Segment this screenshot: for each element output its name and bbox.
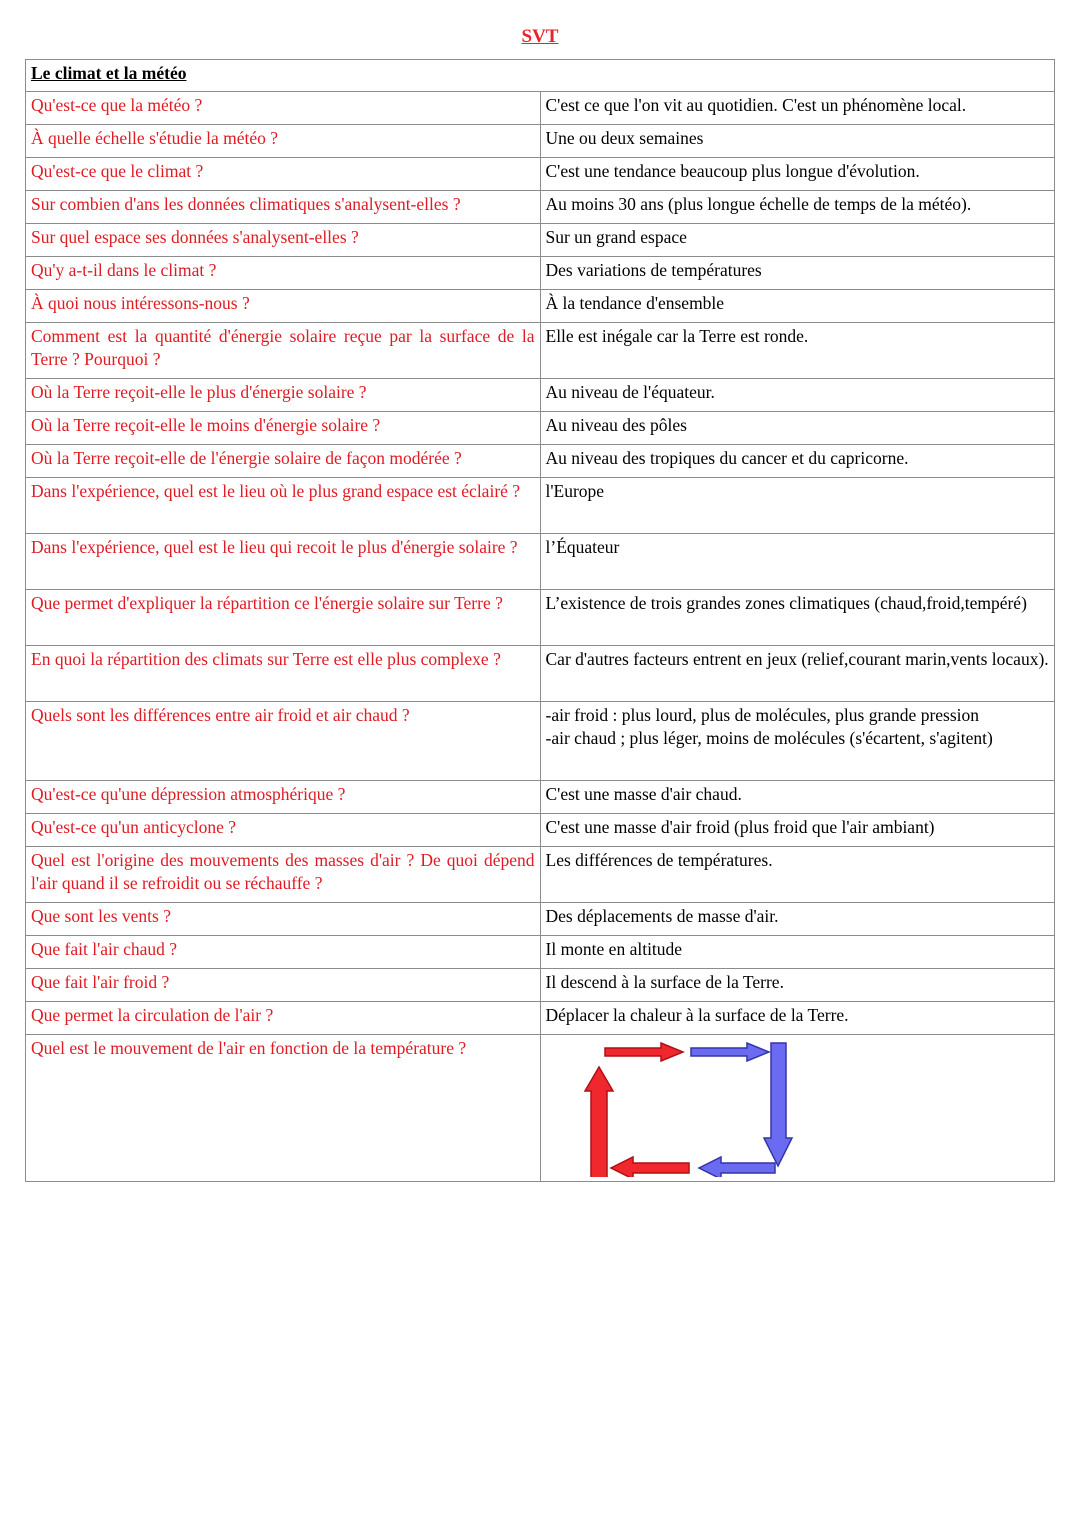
table-row xyxy=(26,323,1055,379)
answer-cell: C'est une masse d'air chaud. xyxy=(540,781,1055,814)
table-row xyxy=(26,781,1055,814)
blue-arrow-down-icon xyxy=(764,1043,792,1166)
question-cell: Sur quel espace ses données s'analysent-elles ? xyxy=(26,224,541,257)
answer-cell: L’existence de trois grandes zones climatiques (chaud,froid,tempéré) xyxy=(540,590,1055,646)
answer-cell: Au niveau de l'équateur. xyxy=(540,379,1055,412)
table-row xyxy=(26,702,1055,781)
table-row xyxy=(26,224,1055,257)
table-row xyxy=(26,445,1055,478)
question-cell: Qu'est-ce qu'une dépression atmosphérique ? xyxy=(26,781,541,814)
answer-cell: l’Équateur xyxy=(540,534,1055,590)
question-cell: À quoi nous intéressons-nous ? xyxy=(26,290,541,323)
answer-cell: Au niveau des tropiques du cancer et du capricorne. xyxy=(540,445,1055,478)
question-cell: Que fait l'air chaud ? xyxy=(26,936,541,969)
question-cell: Qu'est-ce que la météo ? xyxy=(26,92,541,125)
warm-air-answer: -air chaud ; plus léger, moins de molécules (s'écartent, s'agitent) xyxy=(545,728,993,748)
question-cell: Quel est le mouvement de l'air en fonction de la température ? xyxy=(26,1035,541,1182)
blue-arrow-right-icon xyxy=(691,1043,769,1061)
table-row xyxy=(26,290,1055,323)
question-cell: En quoi la répartition des climats sur Terre est elle plus complexe ? xyxy=(26,646,541,702)
table-row xyxy=(26,1002,1055,1035)
answer-cell: Car d'autres facteurs entrent en jeux (relief,courant marin,vents locaux). xyxy=(540,646,1055,702)
question-cell: Que fait l'air froid ? xyxy=(26,969,541,1002)
table-row xyxy=(26,1035,1055,1182)
question-cell: Sur combien d'ans les données climatiques s'analysent-elles ? xyxy=(26,191,541,224)
answer-cell xyxy=(540,702,1055,781)
answer-cell: Des variations de températures xyxy=(540,257,1055,290)
table-row xyxy=(26,257,1055,290)
question-cell: Où la Terre reçoit-elle de l'énergie solaire de façon modérée ? xyxy=(26,445,541,478)
answer-cell: Il descend à la surface de la Terre. xyxy=(540,969,1055,1002)
air-circulation-svg xyxy=(541,1035,1049,1177)
table-row xyxy=(26,92,1055,125)
table-row xyxy=(26,590,1055,646)
table-row xyxy=(26,969,1055,1002)
table-row xyxy=(26,379,1055,412)
answer-cell: Elle est inégale car la Terre est ronde. xyxy=(540,323,1055,379)
answer-cell: Sur un grand espace xyxy=(540,224,1055,257)
answer-cell: Au moins 30 ans (plus longue échelle de temps de la météo). xyxy=(540,191,1055,224)
table-row xyxy=(26,534,1055,590)
answer-cell: Une ou deux semaines xyxy=(540,125,1055,158)
answer-cell: Des déplacements de masse d'air. xyxy=(540,903,1055,936)
table-row xyxy=(26,158,1055,191)
red-arrow-left-icon xyxy=(611,1157,689,1177)
answer-cell: C'est une masse d'air froid (plus froid que l'air ambiant) xyxy=(540,814,1055,847)
question-cell: Que permet d'expliquer la répartition ce l'énergie solaire sur Terre ? xyxy=(26,590,541,646)
qa-table xyxy=(25,59,1055,1182)
table-row xyxy=(26,191,1055,224)
question-cell: Comment est la quantité d'énergie solaire reçue par la surface de la Terre ? Pourquoi ? xyxy=(26,323,541,379)
table-row xyxy=(26,814,1055,847)
answer-cell: Au niveau des pôles xyxy=(540,412,1055,445)
question-cell: Dans l'expérience, quel est le lieu où le plus grand espace est éclairé ? xyxy=(26,478,541,534)
table-row xyxy=(26,478,1055,534)
table-row xyxy=(26,125,1055,158)
air-circulation-diagram xyxy=(541,1035,1049,1175)
air-circulation-cell xyxy=(540,1035,1055,1182)
table-row xyxy=(26,903,1055,936)
answer-cell: Déplacer la chaleur à la surface de la Terre. xyxy=(540,1002,1055,1035)
table-row xyxy=(26,412,1055,445)
answer-cell: C'est une tendance beaucoup plus longue d'évolution. xyxy=(540,158,1055,191)
page-title: SVT xyxy=(521,26,559,47)
blue-arrow-left-icon xyxy=(699,1157,775,1177)
section-title: Le climat et la météo xyxy=(26,60,1055,92)
cold-air-answer: -air froid : plus lourd, plus de molécules, plus grande pression xyxy=(545,705,980,725)
section-header-row xyxy=(26,60,1055,92)
question-cell: Que sont les vents ? xyxy=(26,903,541,936)
question-cell: Où la Terre reçoit-elle le moins d'énergie solaire ? xyxy=(26,412,541,445)
answer-cell: l'Europe xyxy=(540,478,1055,534)
answer-cell: C'est ce que l'on vit au quotidien. C'est un phénomène local. xyxy=(540,92,1055,125)
question-cell: Qu'est-ce qu'un anticyclone ? xyxy=(26,814,541,847)
question-cell: À quelle échelle s'étudie la météo ? xyxy=(26,125,541,158)
question-cell: Où la Terre reçoit-elle le plus d'énergie solaire ? xyxy=(26,379,541,412)
red-arrow-right-icon xyxy=(605,1043,683,1061)
answer-cell: Il monte en altitude xyxy=(540,936,1055,969)
question-cell: Qu'est-ce que le climat ? xyxy=(26,158,541,191)
table-row xyxy=(26,936,1055,969)
question-cell: Quel est l'origine des mouvements des masses d'air ? De quoi dépend l'air quand il se refroidit ou se réchauffe ? xyxy=(26,847,541,903)
table-row xyxy=(26,646,1055,702)
question-cell: Quels sont les différences entre air froid et air chaud ? xyxy=(26,702,541,781)
table-row xyxy=(26,847,1055,903)
answer-cell: À la tendance d'ensemble xyxy=(540,290,1055,323)
question-cell: Que permet la circulation de l'air ? xyxy=(26,1002,541,1035)
question-cell: Qu'y a-t-il dans le climat ? xyxy=(26,257,541,290)
question-cell: Dans l'expérience, quel est le lieu qui recoit le plus d'énergie solaire ? xyxy=(26,534,541,590)
answer-cell: Les différences de températures. xyxy=(540,847,1055,903)
red-arrow-up-icon xyxy=(585,1067,613,1177)
